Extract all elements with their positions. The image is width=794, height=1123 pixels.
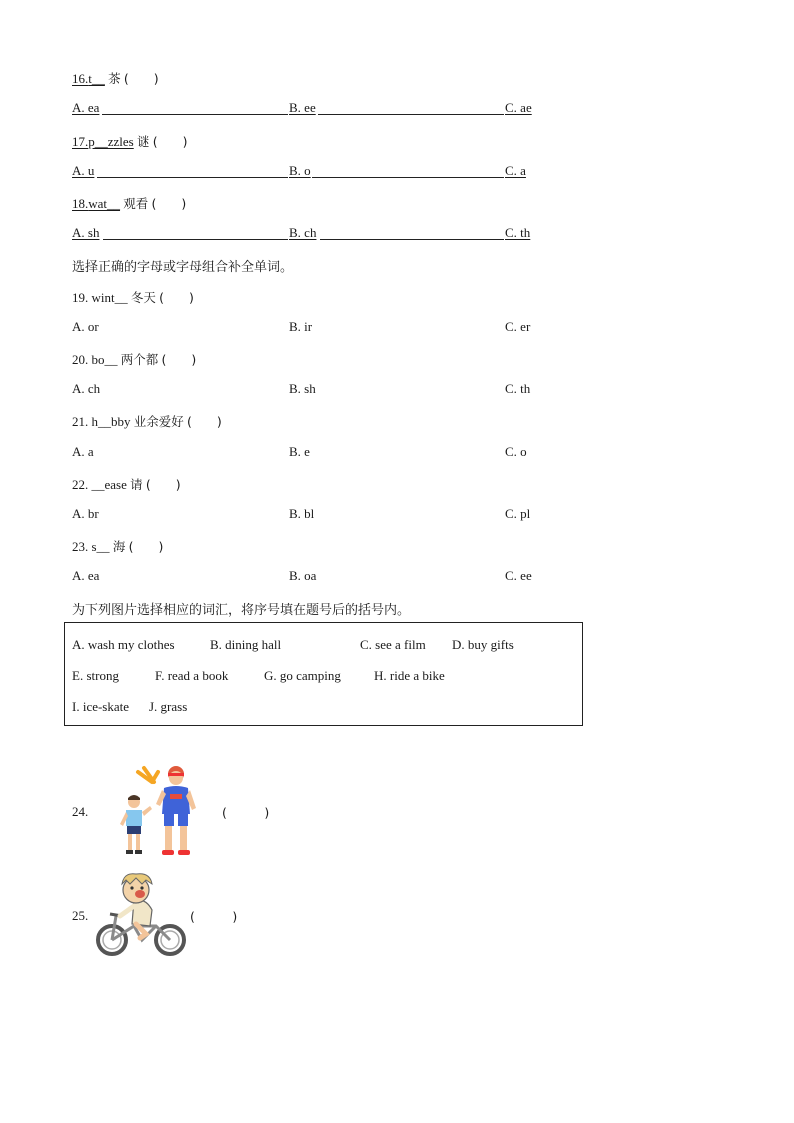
option-b[interactable]: B. e xyxy=(289,444,310,459)
blank-word: wint__ xyxy=(91,290,128,305)
underline xyxy=(320,239,504,240)
question-number: 19. xyxy=(72,290,89,305)
option-a[interactable]: A. br xyxy=(72,506,99,521)
word-bank-item: E. strong xyxy=(72,668,119,683)
option-c[interactable]: C. pl xyxy=(505,506,531,521)
option-c[interactable]: C. ae xyxy=(505,100,532,115)
question-19 xyxy=(72,288,194,306)
option-b[interactable]: B. ch xyxy=(289,225,317,240)
question-number: 18. xyxy=(72,196,89,211)
underline xyxy=(312,177,504,178)
question-18 xyxy=(72,194,186,212)
word-bank-item: D. buy gifts xyxy=(452,637,514,652)
underline xyxy=(318,114,504,115)
question-number: 21. xyxy=(72,414,89,429)
blank-word: wat__ xyxy=(88,196,121,211)
chinese-meaning: 请 xyxy=(130,477,143,492)
blank-word: bo__ xyxy=(91,352,118,367)
question-22 xyxy=(72,475,181,493)
option-a[interactable]: A. u xyxy=(72,163,95,178)
section-instruction: 选择正确的字母或字母组合补全单词。 xyxy=(72,260,294,275)
word-bank-item: H. ride a bike xyxy=(374,668,445,683)
option-b[interactable]: B. oa xyxy=(289,568,317,583)
underline xyxy=(103,239,288,240)
word-bank-item: F. read a book xyxy=(155,668,229,683)
word-bank-item: A. wash my clothes xyxy=(72,637,175,652)
answer-paren: ( ) xyxy=(128,539,164,554)
chinese-meaning: 海 xyxy=(112,539,126,554)
answer-paren: ( ) xyxy=(187,414,222,429)
option-b[interactable]: B. ir xyxy=(289,319,313,334)
answer-paren: ( ) xyxy=(145,477,181,492)
word-bank-box xyxy=(64,622,583,726)
option-a[interactable]: A. ea xyxy=(72,100,100,115)
question-number: 22. xyxy=(72,477,89,492)
answer-paren[interactable]: ( ) xyxy=(222,805,270,820)
option-c[interactable]: C. er xyxy=(505,319,531,334)
option-c[interactable]: C. o xyxy=(505,444,527,459)
question-number: 20. xyxy=(72,352,89,367)
chinese-meaning: 谜 xyxy=(136,134,150,149)
option-a[interactable]: A. ch xyxy=(72,381,101,396)
chinese-meaning: 观看 xyxy=(123,196,149,211)
option-a[interactable]: A. a xyxy=(72,444,94,459)
option-b[interactable]: B. ee xyxy=(289,100,316,115)
option-a[interactable]: A. sh xyxy=(72,225,100,240)
answer-paren: ( ) xyxy=(159,290,194,305)
word-bank-item: J. grass xyxy=(149,699,188,714)
question-17 xyxy=(72,132,188,150)
option-a[interactable]: A. ea xyxy=(72,568,100,583)
word-bank-item: C. see a film xyxy=(360,637,426,652)
question-number: 16. xyxy=(72,71,89,86)
question-20 xyxy=(72,350,196,368)
answer-paren: ( ) xyxy=(152,134,188,149)
option-a[interactable]: A. or xyxy=(72,319,99,334)
option-c[interactable]: C. a xyxy=(505,163,526,178)
option-c[interactable]: C. th xyxy=(505,381,531,396)
question-number: 17. xyxy=(72,134,89,149)
question-number: 24. xyxy=(72,804,89,819)
question-number: 25. xyxy=(72,908,89,923)
word-bank-item: I. ice-skate xyxy=(72,699,130,714)
section-instruction: 为下列图片选择相应的词汇，将序号填在题号后的括号内。 xyxy=(72,603,411,618)
option-b[interactable]: B. bl xyxy=(289,506,315,521)
underline xyxy=(102,114,288,115)
chinese-meaning: 两个都 xyxy=(120,352,159,367)
option-c[interactable]: C. th xyxy=(505,225,531,240)
chinese-meaning: 业余爱好 xyxy=(133,414,184,429)
chinese-meaning: 茶 xyxy=(108,71,121,86)
word-bank-item: B. dining hall xyxy=(210,637,282,652)
answer-paren[interactable]: ( ) xyxy=(190,909,238,924)
option-b[interactable]: B. sh xyxy=(289,381,316,396)
chinese-meaning: 冬天 xyxy=(130,290,156,305)
answer-paren: ( ) xyxy=(151,196,187,211)
strong-man-pointing-illustration xyxy=(112,764,202,858)
word-bank-item: G. go camping xyxy=(264,668,341,683)
question-16 xyxy=(72,69,159,87)
blank-word: t__ xyxy=(88,71,105,86)
child-riding-bike-illustration xyxy=(94,870,188,958)
question-number: 23. xyxy=(72,539,89,554)
underline xyxy=(97,177,288,178)
question-23 xyxy=(72,537,163,555)
blank-word: __ease xyxy=(91,477,127,492)
blank-word: h__bby xyxy=(91,414,131,429)
option-c[interactable]: C. ee xyxy=(505,568,532,583)
blank-word: s__ xyxy=(91,539,110,554)
option-b[interactable]: B. o xyxy=(289,163,311,178)
blank-word: p__zzles xyxy=(88,134,134,149)
question-21 xyxy=(72,412,222,430)
answer-paren: ( ) xyxy=(161,352,197,367)
answer-paren: ( ) xyxy=(123,71,159,86)
